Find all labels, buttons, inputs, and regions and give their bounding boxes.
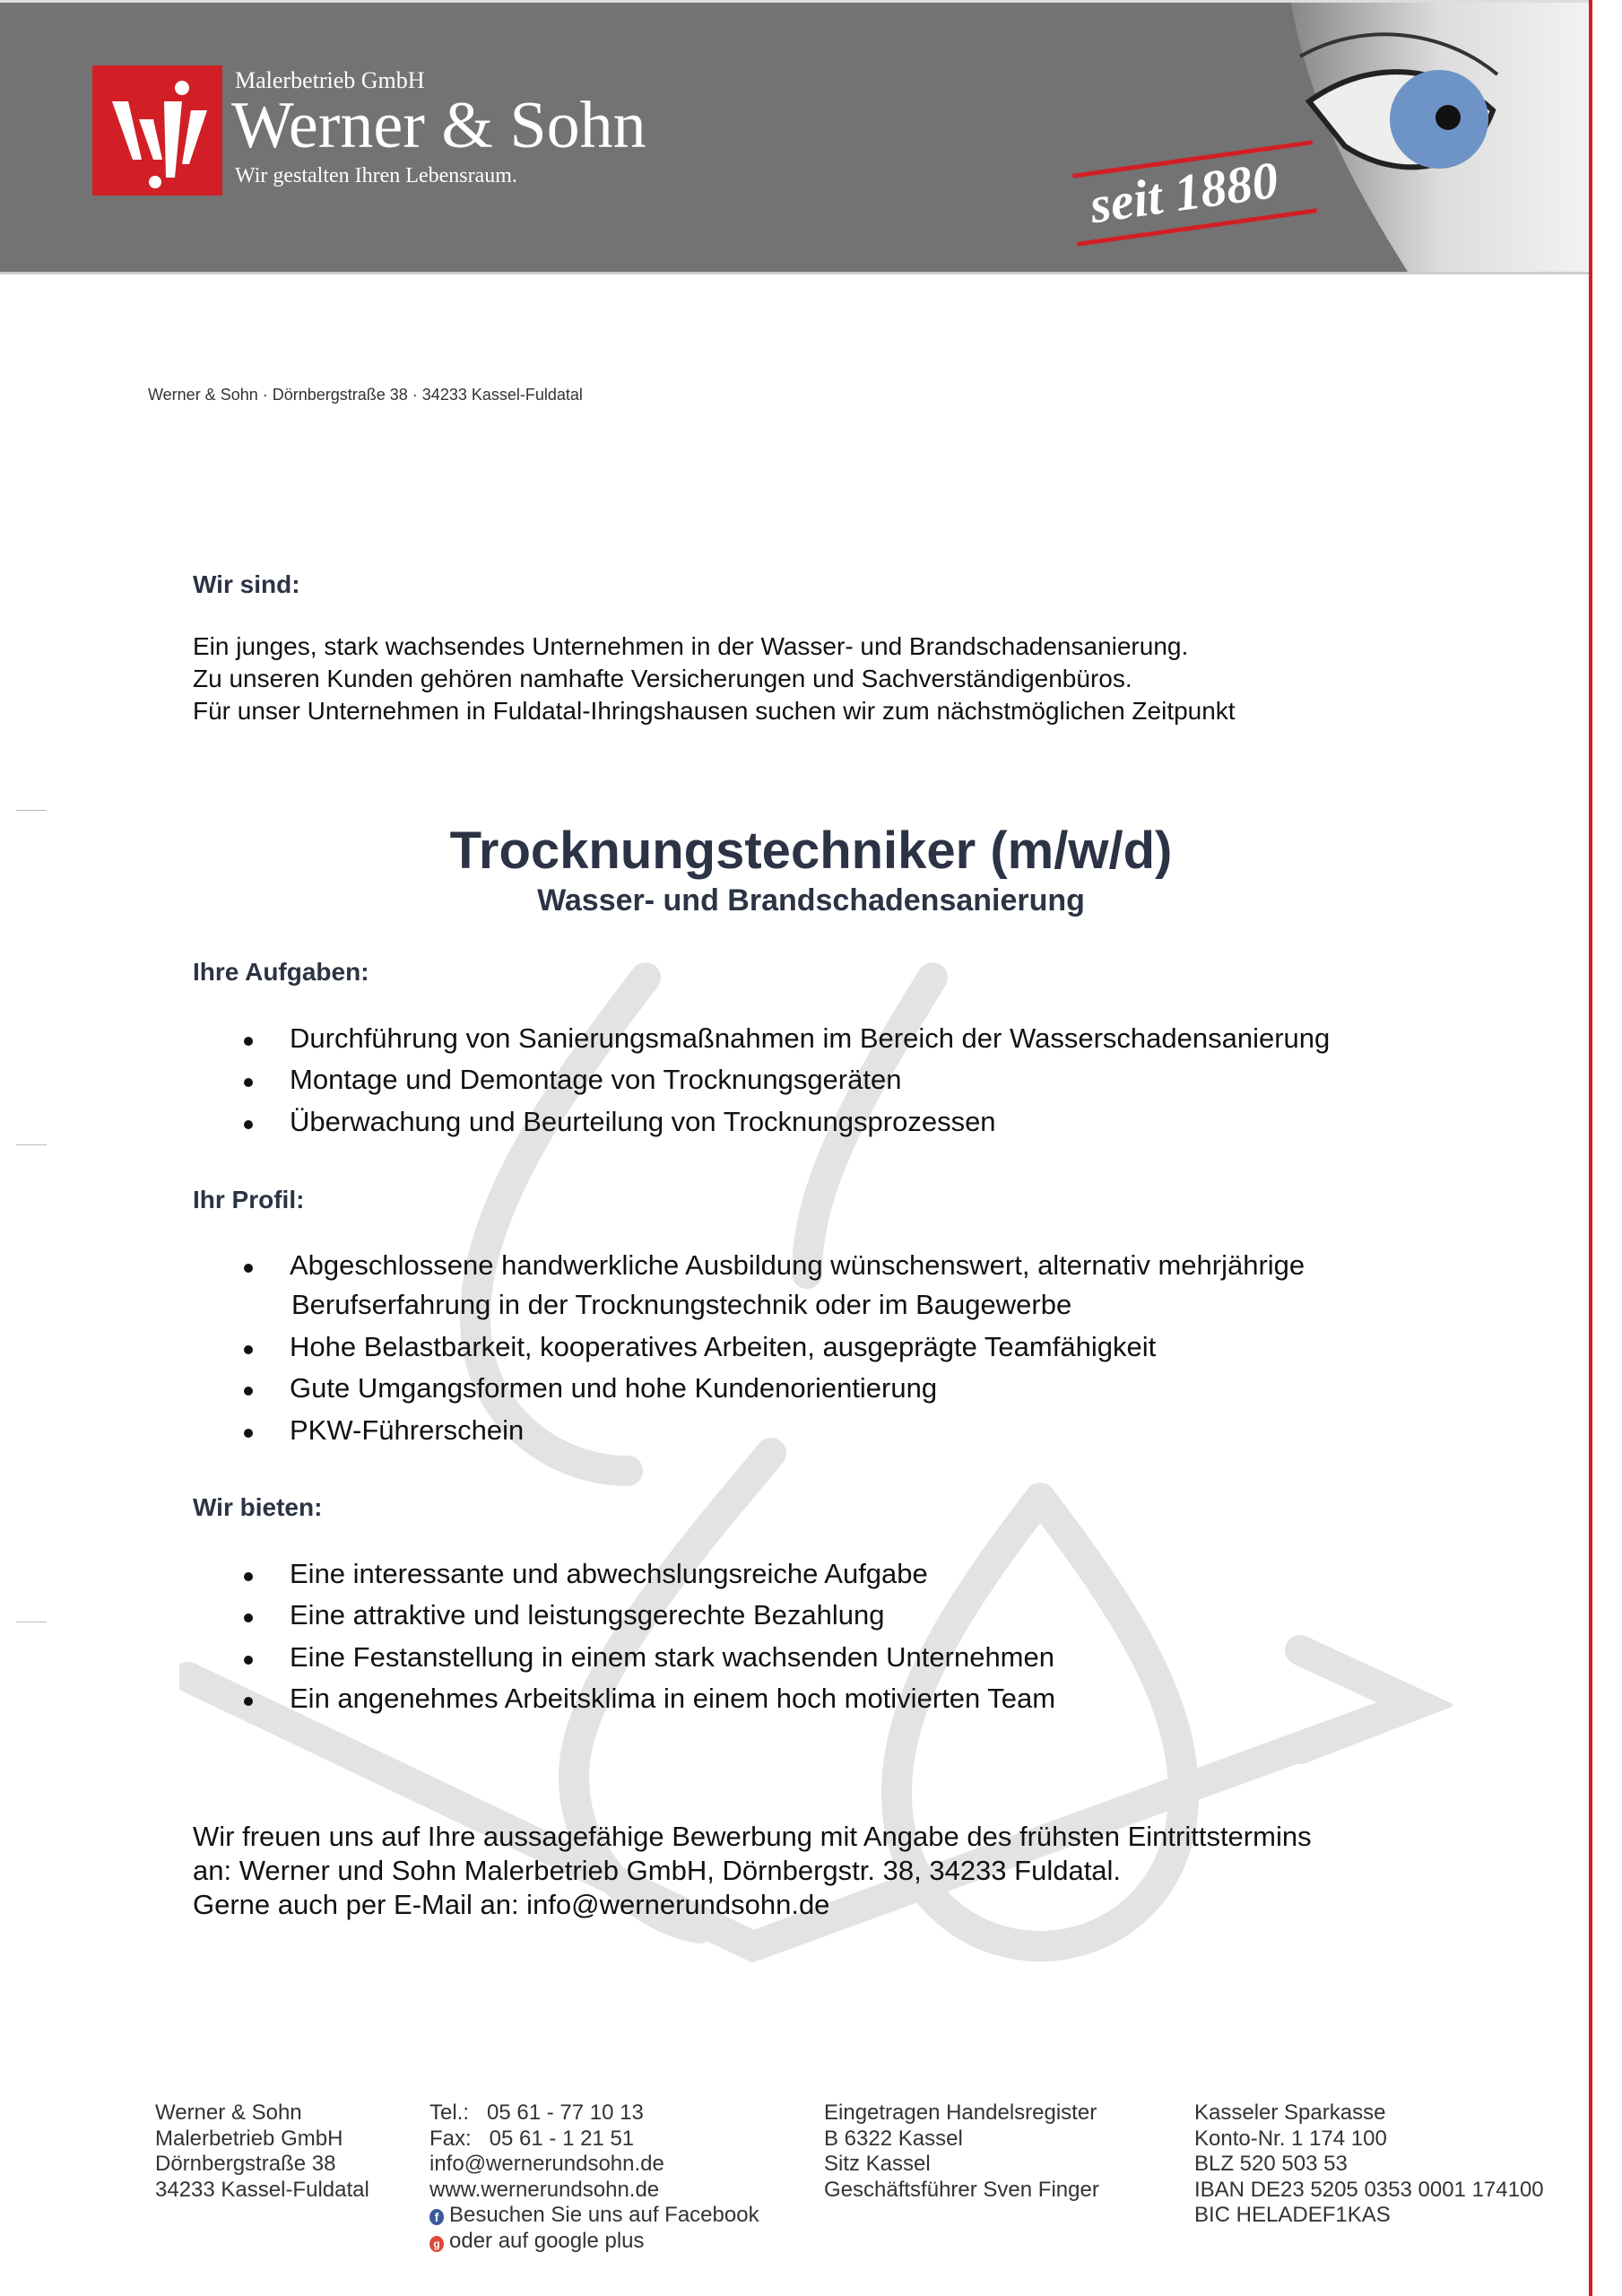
footer-line: B 6322 Kassel [824,2126,963,2151]
tasks-heading: Ihre Aufgaben: [193,958,369,986]
bullet [244,1387,253,1396]
intro-line: Für unser Unternehmen in Fuldatal-Ihringshausen suchen wir zum nächstmöglichen Zeitpunkt [193,697,1236,725]
company-small-label: Malerbetrieb GmbH [235,67,425,93]
footer-line: Dörnbergstraße 38 [155,2152,336,2176]
google-plus-icon: g [429,2236,444,2252]
bullet [244,1656,253,1665]
bullet [244,1572,253,1581]
footer-email-link[interactable]: info@wernerundsohn.de [429,2152,664,2176]
company-name: Werner & Sohn [231,89,646,162]
bullet [244,1078,253,1087]
profile-heading: Ihr Profil: [193,1186,305,1213]
closing-line: an: Werner und Sohn Malerbetrieb GmbH, Dörnbergstr. 38, 34233 Fuldatal. [193,1855,1122,1886]
profile-item: Abgeschlossene handwerkliche Ausbildung wünschenswert, alternativ mehrjährige [290,1249,1305,1281]
bullet [244,1264,253,1273]
since-label: seit 1880 [1086,150,1282,235]
bullet [244,1120,253,1129]
footer-company [155,2100,369,2203]
footer-phone: Tel.: 05 61 - 77 10 13 [429,2100,644,2125]
offer-item: Eine Festanstellung in einem stark wachsenden Unternehmen [290,1641,1054,1673]
task-item: Montage und Demontage von Trocknungsgeräten [290,1064,902,1095]
footer-register [824,2100,1099,2203]
job-subtitle: Wasser- und Brandschadensanierung [537,883,1085,918]
offer-item: Eine attraktive und leistungsgerechte Bezahlung [290,1599,885,1631]
closing-line: Gerne auch per E-Mail an: info@wernerundsohn.de [193,1889,830,1920]
intro-line: Zu unseren Kunden gehören namhafte Versicherungen und Sachverständigenbüros. [193,665,1132,692]
offer-item: Ein angenehmes Arbeitsklima in einem hoch motivierten Team [290,1683,1056,1714]
footer-line: Eingetragen Handelsregister [824,2100,1097,2125]
intro-line: Ein junges, stark wachsendes Unternehmen in der Wasser- und Brandschadensanierung. [193,632,1189,660]
footer-line: Geschäftsführer Sven Finger [824,2177,1099,2202]
offer-heading: Wir bieten: [193,1493,323,1521]
company-logo [92,65,222,196]
bullet [244,1345,253,1354]
footer-line: Werner & Sohn [155,2100,302,2125]
footer-line: Kasseler Sparkasse [1194,2100,1386,2125]
bullet [244,1697,253,1706]
margin-red-line [1589,0,1592,2296]
google-plus-link[interactable] [429,2229,759,2255]
footer-website-link[interactable]: www.wernerundsohn.de [429,2177,660,2202]
task-item: Durchführung von Sanierungsmaßnahmen im Bereich der Wasserschadensanierung [290,1022,1331,1054]
footer-line: BIC HELADEF1KAS [1194,2203,1391,2227]
company-slogan: Wir gestalten Ihren Lebensraum. [235,164,517,187]
footer-contact [429,2100,759,2254]
profile-item: Gute Umgangsformen und hohe Kundenorientierung [290,1372,938,1404]
footer-line: Konto-Nr. 1 174 100 [1194,2126,1387,2151]
sender-address-line: Werner & Sohn · Dörnbergstraße 38 · 34233 Kassel-Fuldatal [148,386,583,404]
footer-line: IBAN DE23 5205 0353 0001 174100 [1194,2177,1544,2202]
task-item: Überwachung und Beurteilung von Trocknungsprozessen [290,1106,996,1137]
letterhead-banner [0,0,1589,274]
footer-fax: Fax: 05 61 - 1 21 51 [429,2126,635,2151]
job-title: Trocknungstechniker (m/w/d) [449,822,1173,880]
facebook-icon: f [429,2209,444,2225]
facebook-link-label: Besuchen Sie uns auf Facebook [449,2203,759,2227]
fold-mark [16,1144,47,1145]
intro-heading: Wir sind: [193,570,300,598]
profile-item-continued: Berufserfahrung in der Trocknungstechnik oder im Baugewerbe [291,1289,1072,1320]
footer-line: Sitz Kassel [824,2152,931,2176]
bullet [244,1613,253,1622]
footer-line: Malerbetrieb GmbH [155,2126,343,2151]
offer-item: Eine interessante und abwechslungsreiche Aufgabe [290,1558,928,1589]
fold-mark [16,810,47,811]
footer-line: 34233 Kassel-Fuldatal [155,2177,369,2202]
profile-item: PKW-Führerschein [290,1414,525,1446]
eye-photo [1291,3,1589,272]
bullet [244,1037,253,1046]
closing-line: Wir freuen uns auf Ihre aussagefähige Bewerbung mit Angabe des frühsten Eintrittstermins [193,1821,1312,1852]
footer-bank [1194,2100,1544,2229]
footer-line: BLZ 520 503 53 [1194,2152,1348,2176]
google-plus-link-label: oder auf google plus [449,2228,645,2253]
facebook-link[interactable] [429,2203,759,2229]
bullet [244,1429,253,1438]
profile-item: Hohe Belastbarkeit, kooperatives Arbeiten, ausgeprägte Teamfähigkeit [290,1331,1157,1362]
